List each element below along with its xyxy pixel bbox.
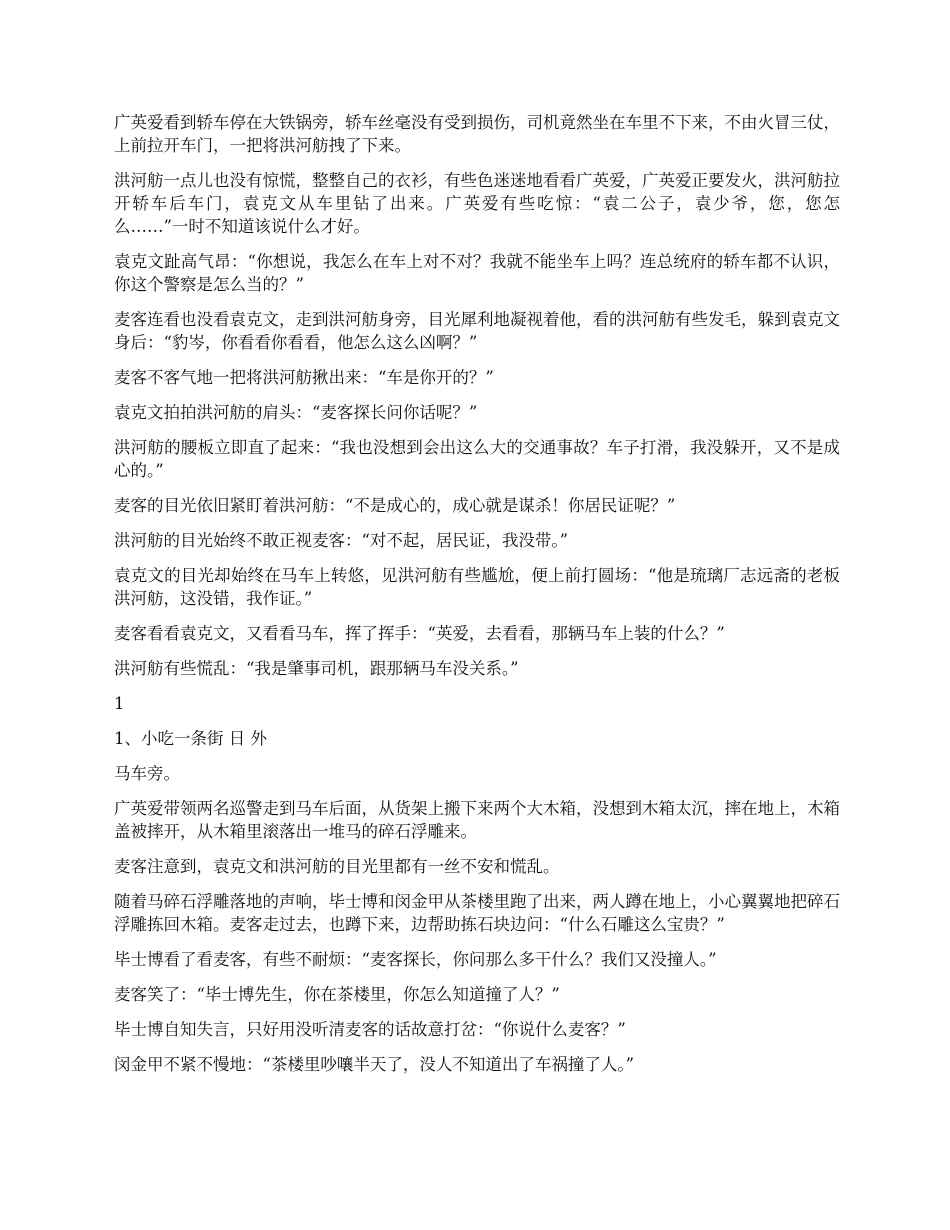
paragraph: 麦客笑了：“毕士博先生，你在茶楼里，你怎么知道撞了人？” <box>114 985 560 1004</box>
paragraph: 洪河舫有些慌乱：“我是肇事司机，跟那辆马车没关系。” <box>114 659 519 678</box>
paragraph: 袁克文拍拍洪河舫的肩头：“麦客探长问你话呢？” <box>114 403 478 422</box>
paragraph: 袁克文的目光却始终在马车上转悠，见洪河舫有些尴尬，便上前打圆场：“他是琉璃厂志远斋的老板洪河舫，这没错，我作证。” <box>114 566 840 608</box>
paragraph: 广英爱带领两名巡警走到马车后面，从货架上搬下来两个大木箱，没想到木箱太沉，摔在地上，木箱盖被摔开，从木箱里滚落出一堆马的碎石浮雕来。 <box>114 799 840 841</box>
page-number: 1 <box>114 694 125 713</box>
paragraph: 袁克文趾高气昂：“你想说，我怎么在车上对不对？我就不能坐车上吗？连总统府的轿车都不认识，你这个警察是怎么当的？” <box>114 252 840 294</box>
paragraph: 洪河舫的目光始终不敢正视麦客：“对不起，居民证，我没带。” <box>114 531 569 550</box>
paragraph: 麦客注意到，袁克文和洪河舫的目光里都有一丝不安和慌乱。 <box>114 857 560 876</box>
paragraph: 麦客连看也没看袁克文，走到洪河舫身旁，目光犀利地凝视着他，看的洪河舫有些发毛，躲到袁克文身后：“豹岑，你看看你看看，他怎么这么凶啊？” <box>114 310 840 352</box>
paragraph: 洪河舫一点儿也没有惊慌，整整自己的衣衫，有些色迷迷地看看广英爱，广英爱正要发火，洪河舫拉开轿车后车门，袁克文从车里钻了出来。广英爱有些吃惊：“袁二公子，袁少爷，您，您怎么……”一时不知道该说什么才好。 <box>114 171 840 236</box>
paragraph: 随着马碎石浮雕落地的声响，毕士博和闵金甲从茶楼里跑了出来，两人蹲在地上，小心翼翼地把碎石浮雕拣回木箱。麦客走过去，也蹲下来，边帮助拣石块边问：“什么石雕这么宝贵？” <box>114 892 840 934</box>
paragraph: 麦客不客气地一把将洪河舫揪出来：“车是你开的？” <box>114 368 494 387</box>
scene-location: 马车旁。 <box>114 764 180 783</box>
paragraph: 闵金甲不紧不慢地：“茶楼里吵嚷半天了，没人不知道出了车祸撞了人。” <box>114 1055 635 1074</box>
document-body <box>114 111 840 1088</box>
paragraph: 麦客看看袁克文，又看看马车，挥了挥手：“英爱，去看看，那辆马车上装的什么？” <box>114 624 725 643</box>
paragraph: 毕士博自知失言，只好用没听清麦客的话故意打岔：“你说什么麦客？” <box>114 1020 626 1039</box>
paragraph: 洪河舫的腰板立即直了起来：“我也没想到会出这么大的交通事故？车子打滑，我没躲开，又不是成心的。” <box>114 438 840 480</box>
paragraph: 广英爱看到轿车停在大铁锅旁，轿车丝毫没有受到损伤，司机竟然坐在车里不下来，不由火冒三仗，上前拉开车门，一把将洪河舫拽了下来。 <box>114 113 840 155</box>
paragraph: 麦客的目光依旧紧盯着洪河舫：“不是成心的，成心就是谋杀！你居民证呢？” <box>114 496 676 515</box>
paragraph: 毕士博看了看麦客，有些不耐烦：“麦客探长，你问那么多干什么？我们又没撞人。” <box>114 950 717 969</box>
scene-heading: 1、小吃一条街 日 外 <box>114 729 267 748</box>
